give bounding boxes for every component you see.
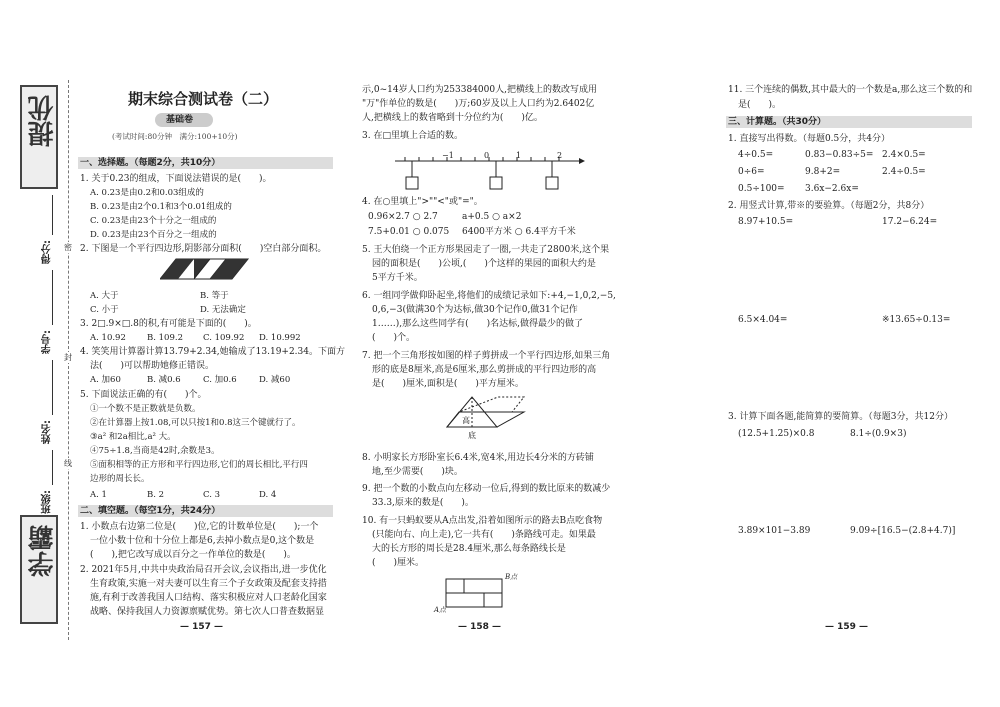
f2-line-3: 施,有利于改善我国人口结构、落实积极应对人口老龄化国家 (90, 593, 327, 603)
f2-line-1: 2. 2021年5月,中共中央政治局召开会议,会议指出,进一步优化 (80, 565, 327, 575)
calc1-r1-c2: 0.83−0.83÷5= (805, 150, 874, 160)
page-number-159: — 159 — (825, 622, 869, 632)
calc1-heading: 1. 直接写出得数。（每题0.5分，共4分） (728, 134, 890, 144)
calc2-r2-c2: ※13.65÷0.13= (882, 315, 951, 325)
q5-option-c: C. 3 (203, 490, 221, 500)
q5-statement-3: ③a² 和2a相比,a² 大。 (90, 432, 176, 442)
q6-situps-3: 1……),那么这些同学有( )名达标,做得最少的做了 (372, 319, 583, 329)
q5-statement-4: ④75÷1.8,当商是42时,余数是3。 (90, 446, 220, 456)
q2-option-c: C. 小于 (90, 305, 119, 315)
q4-stem-2: 法( )可以帮助她修正错误。 (90, 361, 215, 371)
q8-tiles-1: 8. 小明家长方形卧室长6.4米,宽4米,用边长4分米的方砖铺 (362, 453, 594, 463)
q5-orchard-1: 5. 王大伯绕一个正方形果园走了一圈,一共走了2800米,这个果 (362, 245, 610, 255)
calc3-r1-c1: (12.5+1.25)×0.8 (738, 429, 815, 439)
q6-situps-2: 0,6,−3(做满30个为达标,做30个记作0,做31个记作 (372, 305, 578, 315)
section-2-heading: 二、填空题。（每空1分，共24分） (80, 506, 221, 516)
q10-ant-4: ( )厘米。 (372, 558, 425, 568)
name-line (52, 360, 53, 415)
calc3-r1-c2: 8.1÷(0.9×3) (850, 429, 907, 439)
q4-option-b: B. 减0.6 (147, 375, 181, 385)
q9-decimal-1: 9. 把一个数的小数点向左移动一位后,得到的数比原来的数减少 (362, 484, 611, 494)
q1-option-c: C. 0.23是由23个十分之一组成的 (90, 216, 217, 226)
q3-fill-stem: 3. 在□里填上合适的数。 (362, 131, 463, 141)
q3-option-b: B. 109.2 (147, 333, 183, 343)
numline-label-neg1: −1 (442, 151, 454, 160)
calc1-r3-c2: 3.6x−2.6x= (805, 184, 859, 194)
numline-label-1: 1 (516, 151, 522, 160)
q1-stem: 1. 关于0.23的组成，下面说法错误的是( )。 (80, 174, 272, 184)
q8-tiles-2: 地,至少需要( )块。 (372, 467, 463, 477)
calc1-r2-c3: 2.4÷0.5= (882, 167, 926, 177)
calc2-r1-c1: 8.97+10.5= (738, 217, 794, 227)
calc2-r2-c1: 6.5×4.04= (738, 315, 788, 325)
exam-subtitle: 基础卷 (166, 115, 194, 125)
q4-option-d: D. 减60 (259, 375, 291, 385)
f1-line-3: ( ),把它改写成以百分之一作单位的数是( )。 (90, 550, 296, 560)
q6-situps-1: 6. 一组同学做仰卧起坐,将他们的成绩记录如下:+4,−1,0,2,−5, (362, 291, 616, 301)
calc1-r1-c1: 4÷0.5= (738, 150, 774, 160)
brand-top: 提优 (28, 95, 58, 147)
numline-label-2: 2 (557, 151, 563, 160)
q4-option-c: C. 加0.6 (203, 375, 237, 385)
calc3-r2-c1: 3.89×101−3.89 (738, 526, 811, 536)
score-line (52, 195, 53, 235)
student-no-field: 学号: (42, 330, 53, 354)
f2-line-2: 生育政策,实施一对夫妻可以生育三个子女政策及配套支持措 (90, 579, 327, 589)
q2-option-d: D. 无法确定 (200, 305, 246, 315)
section-1-heading: 一、选择题。（每题2分，共10分） (80, 158, 221, 168)
point-b-label: B点 (505, 573, 518, 581)
q3-option-c: C. 109.92 (203, 333, 245, 343)
brand-bottom: 学霸 (28, 525, 58, 577)
calc1-r3-c1: 0.5÷100= (738, 184, 785, 194)
q11-line-2: 是( )。 (738, 100, 782, 110)
q2-option-b: B. 等于 (200, 291, 229, 301)
calc1-r2-c1: 0÷6= (738, 167, 765, 177)
section-3-heading: 三、计算题。（共30分） (728, 117, 827, 127)
q5-statement-5: ⑤面积相等的正方形和平行四边形,它们的周长相比,平行四 (90, 460, 308, 470)
parallelogram-figure (160, 257, 250, 281)
compare-2: a+0.5 ○ a×2 (462, 212, 522, 222)
exam-meta: (考试时间:80分钟 满分:100+10分) (112, 132, 238, 141)
f2-line-4: 战略、保持我国人力资源禀赋优势。第七次人口普查数据显 (90, 607, 325, 617)
q5-orchard-2: 园的面积是( )公顷,( )个这样的果园的面积大约是 (372, 259, 596, 269)
q2-stem: 2. 下图是一个平行四边形,阴影部分面积( )空白部分面积。 (80, 244, 327, 254)
page-number-157: — 157 — (180, 622, 224, 632)
f1-line-2: 一位小数十位和十分位上都是6,去掉小数点是0,这个数是 (90, 536, 315, 546)
calc3-heading: 3. 计算下面各题,能简算的要简算。（每题3分，共12分） (728, 412, 953, 422)
q5-statement-2: ②在计算器上按1.08,可以只按1和0.8这三个键就行了。 (90, 418, 301, 428)
q3-stem: 3. 2□.9×□.8的积,有可能是下面的( )。 (80, 319, 257, 329)
q5-orchard-3: 5平方千米。 (372, 273, 423, 283)
score-field: 得分: (42, 240, 53, 264)
q2-option-a: A. 大于 (90, 291, 119, 301)
q10-ant-1: 10. 有一只蚂蚁要从A点出发,沿着如图所示的路去B点吃食物 (362, 516, 603, 526)
point-a-label: A点 (434, 606, 447, 614)
calc1-r1-c3: 2.4×0.5= (882, 150, 926, 160)
fig-height-label: 高 (462, 416, 470, 425)
calc2-r1-c2: 17.2−6.24= (882, 217, 938, 227)
q7-triangle-3: 是( )厘米,面积是( )平方厘米。 (372, 379, 524, 389)
calc3-r2-c2: 9.09÷[16.5−(2.8+4.7)] (850, 526, 956, 536)
q1-option-d: D. 0.23是由23个百分之一组成的 (90, 230, 217, 240)
q4-option-a: A. 加60 (90, 375, 121, 385)
q10-ant-3: 大的长方形的周长是28.4厘米,那么每条路线长是 (372, 544, 566, 554)
q3-option-d: D. 10.992 (259, 333, 301, 343)
f1-line-1: 1. 小数点右边第二位是( )位,它的计数单位是( );一个 (80, 522, 319, 532)
seal-char-3: 线 (64, 459, 72, 468)
calc1-r2-c2: 9.8+2= (805, 167, 841, 177)
triangle-figure (442, 395, 542, 435)
q5-option-d: D. 4 (259, 490, 277, 500)
f2-cont-line-3: 人,把横线上的数省略到十分位约为( )亿。 (362, 113, 543, 123)
q7-triangle-2: 形的底是8厘米,高是6厘米,那么剪拼成的平行四边形的高 (372, 365, 597, 375)
exam-title: 期末综合测试卷（二） (128, 90, 279, 108)
numline-label-0: 0 (484, 151, 490, 160)
fig-base-label: 底 (468, 431, 476, 440)
class-field: 班级: (42, 490, 53, 514)
ant-path-figure (444, 573, 506, 611)
seal-char-1: 密 (64, 243, 72, 252)
compare-1: 0.96×2.7 ○ 2.7 (368, 212, 438, 222)
q6-situps-4: ( )个。 (372, 333, 416, 343)
name-field: 姓名: (42, 420, 53, 444)
q10-ant-2: (只能向右、向上走),它一共有( )条路线可走。如果最 (372, 530, 596, 540)
calc2-heading: 2. 用竖式计算,带※的要验算。（每题2分，共8分） (728, 201, 930, 211)
page-number-158: — 158 — (458, 622, 502, 632)
q11-line-1: 11. 三个连续的偶数,其中最大的一个数是a,那么这三个数的和 (728, 85, 973, 95)
compare-3: 7.5+0.01 ○ 0.075 (368, 227, 450, 237)
q9-decimal-2: 33.3,原来的数是( )。 (372, 498, 474, 508)
q5-option-a: A. 1 (90, 490, 107, 500)
q1-option-b: B. 0.23是由2个0.1和3个0.01组成的 (90, 202, 232, 212)
q5-statement-5-cont: 边形的周长长。 (90, 474, 150, 484)
compare-4: 6400平方米 ○ 6.4平方千米 (462, 227, 576, 237)
q5-statement-1: ①一个数不是正数就是负数。 (90, 404, 201, 414)
q4-stem-1: 4. 笑笑用计算器计算13.79+2.34,她输成了13.19+2.34。下面方 (80, 347, 345, 357)
f2-cont-line-2: "万"作单位的数是( )万;60岁及以上人口约为2.6402亿 (362, 99, 595, 109)
q7-triangle-1: 7. 把一个三角形按如图的样子剪拼成一个平行四边形,如果三角 (362, 351, 611, 361)
q4-compare-stem: 4. 在○里填上">""<"或"="。 (362, 197, 483, 207)
q5-option-b: B. 2 (147, 490, 165, 500)
seal-char-2: 封 (64, 353, 72, 362)
f2-cont-line-1: 示,0~14岁人口约为253384000人,把横线上的数改写成用 (362, 85, 597, 95)
q3-option-a: A. 10.92 (90, 333, 126, 343)
student-no-line (52, 270, 53, 325)
class-line (52, 450, 53, 485)
q1-option-a: A. 0.23是由0.2和0.03组成的 (90, 188, 204, 198)
q5-stem: 5. 下面说法正确的有( )个。 (80, 390, 207, 400)
